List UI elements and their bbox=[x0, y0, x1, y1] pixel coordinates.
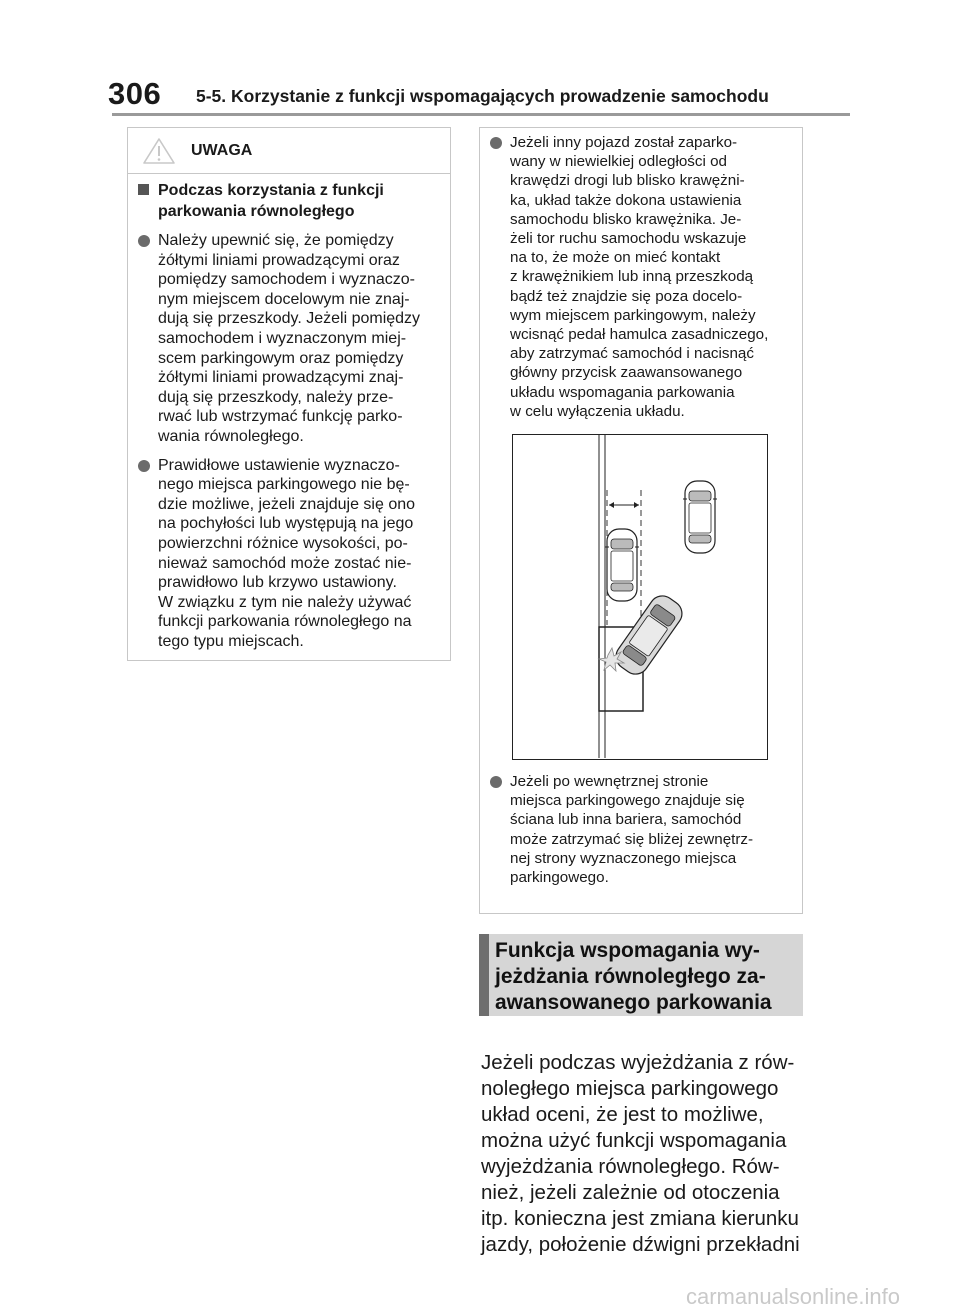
watermark: carmanualsonline.info bbox=[686, 1284, 901, 1309]
text-line: układu wspomagania parkowania bbox=[510, 383, 735, 401]
text-line: wcisnąć pedał hamulca zasadniczego, bbox=[510, 326, 769, 344]
text-line: itp. konieczna jest zmiana kierunku bbox=[481, 1207, 799, 1230]
section-heading bbox=[479, 934, 803, 1016]
text-line: na to, że może on mieć kontakt bbox=[510, 249, 721, 267]
text-line: pomiędzy samochodem i wyznaczo- bbox=[158, 271, 415, 289]
text-line: nieważ samochód może zostać nie- bbox=[158, 554, 412, 572]
text-line: wym miejscem parkingowym, należy bbox=[510, 306, 756, 324]
text-line: Jeżeli po wewnętrznej stronie bbox=[510, 773, 709, 791]
section-body bbox=[481, 1050, 811, 1258]
text-line: żeli tor ruchu samochodu wskazuje bbox=[510, 230, 747, 248]
section-heading-line: awansowanego parkowania bbox=[495, 991, 772, 1014]
text-line: parkingowego. bbox=[510, 869, 609, 887]
text-line: nym miejscem docelowym nie znaj- bbox=[158, 290, 410, 308]
text-line: dują się przeszkody. Jeżeli pomiędzy bbox=[158, 310, 421, 328]
warning-box bbox=[127, 127, 451, 661]
bullet-dot-icon bbox=[138, 460, 150, 472]
text-line: jazdy, położenie dźwigni przekładni bbox=[481, 1233, 800, 1256]
text-line: noległego miejsca parkingowego bbox=[481, 1077, 779, 1100]
text-line: Należy upewnić się, że pomiędzy bbox=[158, 232, 394, 249]
warning-label: UWAGA bbox=[191, 142, 253, 159]
text-line: aby zatrzymać samochód i nacisnąć bbox=[510, 345, 754, 363]
text-line: główny przycisk zaawansowanego bbox=[510, 364, 743, 382]
text-line: bądź też znajdzie się poza docelo- bbox=[510, 287, 743, 305]
text-line: wyjeżdżania równoległego. Rów- bbox=[481, 1155, 780, 1178]
warning-body bbox=[128, 174, 450, 651]
text-line: samochodem i wyznaczonym miej- bbox=[158, 329, 407, 347]
parking-diagram-illustration bbox=[513, 435, 766, 758]
warning-subheading-line: parkowania równoległego bbox=[158, 203, 355, 220]
square-bullet-icon bbox=[138, 184, 149, 195]
text-line: nież, jeżeli zależnie od otoczenia bbox=[481, 1181, 780, 1204]
text-line: W związku z tym nie należy używać bbox=[158, 593, 412, 611]
distance-arrow-head bbox=[634, 502, 639, 508]
text-line: samochodu blisko krawężnika. Je- bbox=[510, 210, 742, 228]
text-line: krawędzi drogi lub blisko krawężni- bbox=[510, 172, 745, 190]
warning-header bbox=[128, 128, 450, 174]
text-line: ka, układ także dokona ustawienia bbox=[510, 191, 742, 209]
text-line: Prawidłowe ustawienie wyznaczo- bbox=[158, 456, 400, 474]
text-line: tego typu miejscach. bbox=[158, 632, 304, 650]
text-line: powierzchni różnice wysokości, po- bbox=[158, 534, 408, 552]
text-line: Jeżeli inny pojazd został zaparko- bbox=[510, 134, 738, 151]
distance-arrow-head bbox=[609, 502, 614, 508]
bullet-dot-icon bbox=[138, 235, 150, 247]
page-number: 306 bbox=[108, 76, 162, 111]
right-bullet-2 bbox=[488, 772, 794, 887]
chapter-title: 5-5. Korzystanie z funkcji wspomagających prowadzenie samochodu bbox=[196, 86, 769, 106]
text-line: żółtymi liniami prowadzącymi znaj- bbox=[158, 369, 404, 387]
text-line: może zatrzymać się bliżej zewnętrz- bbox=[510, 830, 754, 848]
warning-triangle-icon bbox=[142, 137, 176, 170]
warning-subheading bbox=[136, 180, 442, 222]
text-line: rwać lub wstrzymać funkcję parko- bbox=[158, 408, 403, 426]
text-line: wany w niewielkiej odległości od bbox=[510, 153, 727, 171]
parked-car-left bbox=[605, 529, 639, 601]
right-bullet-1 bbox=[488, 133, 794, 421]
bullet-dot-icon bbox=[490, 776, 502, 788]
text-line: ściana lub inna bariera, samochód bbox=[510, 811, 742, 829]
bullet-dot-icon bbox=[490, 137, 502, 149]
text-line: miejsca parkingowego znajduje się bbox=[510, 792, 745, 810]
text-line: można użyć funkcji wspomagania bbox=[481, 1129, 787, 1152]
section-heading-line: jeżdżania równoległego za- bbox=[495, 965, 766, 988]
parked-car-right bbox=[683, 481, 717, 553]
text-line: z krawężnikiem lub inną przeszkodą bbox=[510, 268, 754, 286]
text-line: na pochyłości lub występują na jego bbox=[158, 515, 414, 533]
section-heading-line: Funkcja wspomagania wy- bbox=[495, 939, 760, 962]
text-line: wania równoległego. bbox=[158, 427, 304, 445]
text-line: w celu wyłączenia układu. bbox=[510, 402, 685, 420]
text-line: żółtymi liniami prowadzącymi oraz bbox=[158, 251, 400, 269]
text-line: nej strony wyznaczonego miejsca bbox=[510, 849, 737, 867]
text-line: funkcji parkowania równoległego na bbox=[158, 613, 412, 631]
parking-diagram bbox=[512, 434, 768, 760]
text-line: dują się przeszkody, należy prze- bbox=[158, 388, 394, 406]
text-line: nego miejsca parkingowego nie bę- bbox=[158, 476, 410, 494]
text-line: układ oceni, że jest to możliwe, bbox=[481, 1103, 764, 1126]
text-line: dzie możliwe, jeżeli znajduje się ono bbox=[158, 495, 416, 513]
warning-bullet-2 bbox=[136, 456, 442, 652]
warning-bullet-1 bbox=[136, 231, 442, 447]
text-line: scem parkingowym oraz pomiędzy bbox=[158, 349, 404, 367]
text-line: prawidłowo lub krzywo ustawiony. bbox=[158, 574, 397, 592]
text-line: Jeżeli podczas wyjeżdżania z rów- bbox=[481, 1051, 795, 1074]
warning-subheading-line: Podczas korzystania z funkcji bbox=[158, 182, 384, 199]
header-rule bbox=[112, 113, 850, 116]
maneuvering-car bbox=[611, 591, 687, 679]
right-warning-continuation bbox=[479, 127, 803, 914]
